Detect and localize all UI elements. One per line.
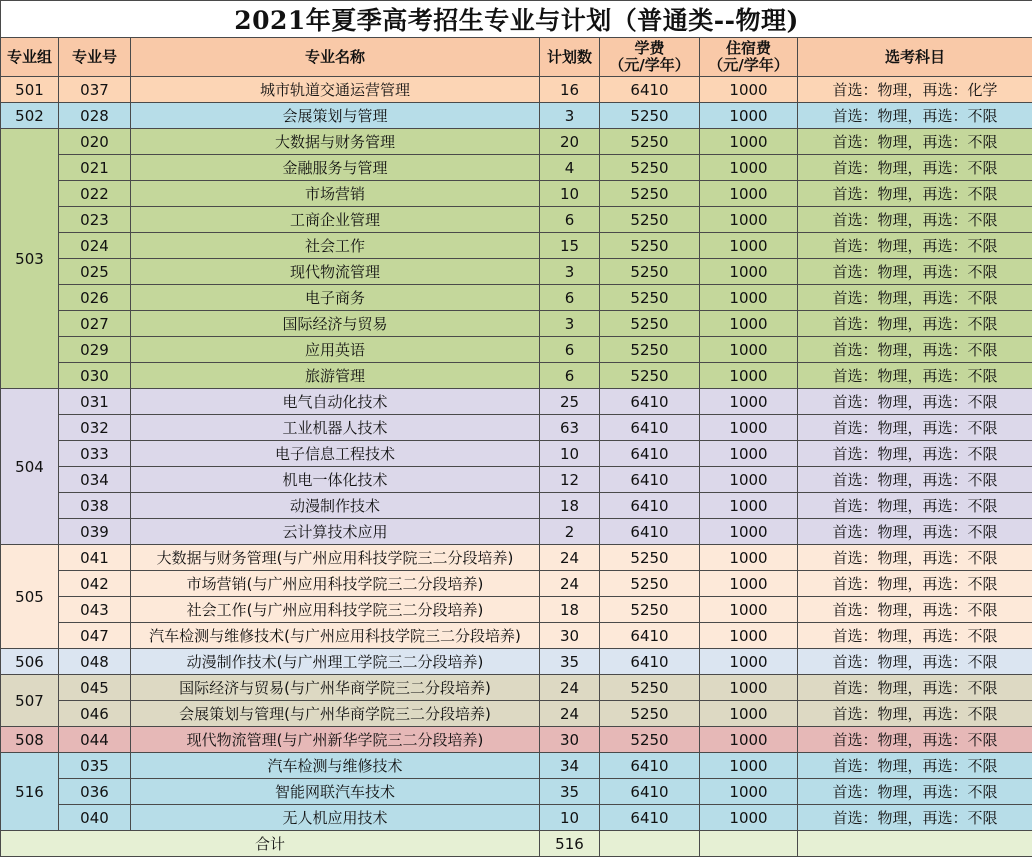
major-name-cell: 云计算技术应用 [131, 519, 540, 545]
table-row [1, 181, 1032, 207]
header-dorm [700, 38, 798, 77]
major-code-cell: 027 [59, 311, 131, 337]
major-name-cell: 大数据与财务管理(与广州应用科技学院三二分段培养) [131, 545, 540, 571]
dorm-fee-cell: 1000 [700, 363, 798, 389]
major-code-cell: 040 [59, 805, 131, 831]
tuition-cell: 6410 [600, 77, 700, 103]
major-name-cell: 旅游管理 [131, 363, 540, 389]
major-name-cell: 智能网联汽车技术 [131, 779, 540, 805]
tuition-cell: 6410 [600, 389, 700, 415]
major-name-cell: 电子商务 [131, 285, 540, 311]
dorm-fee-cell: 1000 [700, 623, 798, 649]
major-name-cell: 汽车检测与维修技术(与广州应用科技学院三二分段培养) [131, 623, 540, 649]
table-row [1, 233, 1032, 259]
major-name-cell: 电子信息工程技术 [131, 441, 540, 467]
group-id-cell: 507 [1, 675, 59, 727]
table-body [1, 77, 1032, 831]
table-row [1, 545, 1032, 571]
major-code-cell: 045 [59, 675, 131, 701]
plan-count-cell: 10 [540, 805, 600, 831]
tuition-cell: 5250 [600, 363, 700, 389]
tuition-cell: 5250 [600, 571, 700, 597]
subjects-cell: 首选：物理，再选：不限 [798, 233, 1032, 259]
group-id-cell: 502 [1, 103, 59, 129]
dorm-fee-cell: 1000 [700, 207, 798, 233]
subjects-cell: 首选：物理，再选：不限 [798, 467, 1032, 493]
major-name-cell: 无人机应用技术 [131, 805, 540, 831]
subjects-cell: 首选：物理，再选：不限 [798, 415, 1032, 441]
table-row [1, 103, 1032, 129]
plan-count-cell: 6 [540, 337, 600, 363]
plan-count-cell: 3 [540, 259, 600, 285]
major-code-cell: 021 [59, 155, 131, 181]
dorm-fee-cell: 1000 [700, 389, 798, 415]
header-plan: 计划数 [540, 38, 600, 77]
total-empty-cell [700, 831, 798, 857]
major-code-cell: 037 [59, 77, 131, 103]
tuition-cell: 6410 [600, 805, 700, 831]
tuition-cell: 6410 [600, 415, 700, 441]
dorm-fee-cell: 1000 [700, 727, 798, 753]
table-row [1, 467, 1032, 493]
plan-count-cell: 18 [540, 493, 600, 519]
subjects-cell: 首选：物理，再选：不限 [798, 311, 1032, 337]
dorm-fee-cell: 1000 [700, 805, 798, 831]
plan-count-cell: 10 [540, 181, 600, 207]
table-row [1, 571, 1032, 597]
major-code-cell: 039 [59, 519, 131, 545]
tuition-cell: 5250 [600, 155, 700, 181]
plan-count-cell: 3 [540, 311, 600, 337]
major-code-cell: 041 [59, 545, 131, 571]
plan-count-cell: 6 [540, 207, 600, 233]
dorm-fee-cell: 1000 [700, 77, 798, 103]
dorm-fee-cell: 1000 [700, 779, 798, 805]
tuition-cell: 5250 [600, 129, 700, 155]
subjects-cell: 首选：物理，再选：不限 [798, 519, 1032, 545]
table-row [1, 389, 1032, 415]
subjects-cell: 首选：物理，再选：化学 [798, 77, 1032, 103]
major-name-cell: 大数据与财务管理 [131, 129, 540, 155]
group-id-cell: 504 [1, 389, 59, 545]
dorm-fee-cell: 1000 [700, 701, 798, 727]
subjects-cell: 首选：物理，再选：不限 [798, 753, 1032, 779]
subjects-cell: 首选：物理，再选：不限 [798, 285, 1032, 311]
dorm-fee-cell: 1000 [700, 441, 798, 467]
dorm-fee-cell: 1000 [700, 311, 798, 337]
plan-count-cell: 24 [540, 675, 600, 701]
major-code-cell: 026 [59, 285, 131, 311]
major-name-cell: 会展策划与管理(与广州华商学院三二分段培养) [131, 701, 540, 727]
major-code-cell: 024 [59, 233, 131, 259]
major-name-cell: 动漫制作技术 [131, 493, 540, 519]
major-name-cell: 汽车检测与维修技术 [131, 753, 540, 779]
tuition-cell: 5250 [600, 727, 700, 753]
major-name-cell: 现代物流管理(与广州新华学院三二分段培养) [131, 727, 540, 753]
total-empty-cell [798, 831, 1032, 857]
header-tuition-line2: （元/学年） [609, 56, 690, 74]
dorm-fee-cell: 1000 [700, 259, 798, 285]
major-name-cell: 市场营销(与广州应用科技学院三二分段培养) [131, 571, 540, 597]
dorm-fee-cell: 1000 [700, 545, 798, 571]
major-name-cell: 机电一体化技术 [131, 467, 540, 493]
dorm-fee-cell: 1000 [700, 597, 798, 623]
major-code-cell: 033 [59, 441, 131, 467]
plan-count-cell: 24 [540, 701, 600, 727]
header-tuition-line1: 学费 [634, 39, 665, 57]
table-row [1, 311, 1032, 337]
plan-count-cell: 20 [540, 129, 600, 155]
header-dorm-line1: 住宿费 [725, 39, 771, 57]
tuition-cell: 5250 [600, 311, 700, 337]
major-code-cell: 031 [59, 389, 131, 415]
table-row [1, 597, 1032, 623]
major-name-cell: 电气自动化技术 [131, 389, 540, 415]
major-code-cell: 028 [59, 103, 131, 129]
table-row [1, 805, 1032, 831]
major-name-cell: 会展策划与管理 [131, 103, 540, 129]
subjects-cell: 首选：物理，再选：不限 [798, 597, 1032, 623]
plan-count-cell: 35 [540, 649, 600, 675]
header-row [1, 38, 1032, 77]
total-label: 合计 [1, 831, 540, 857]
group-id-cell: 516 [1, 753, 59, 831]
group-id-cell: 503 [1, 129, 59, 389]
major-code-cell: 035 [59, 753, 131, 779]
major-name-cell: 城市轨道交通运营管理 [131, 77, 540, 103]
table-row [1, 415, 1032, 441]
table-row [1, 623, 1032, 649]
dorm-fee-cell: 1000 [700, 519, 798, 545]
subjects-cell: 首选：物理，再选：不限 [798, 805, 1032, 831]
tuition-cell: 5250 [600, 103, 700, 129]
dorm-fee-cell: 1000 [700, 285, 798, 311]
group-id-cell: 505 [1, 545, 59, 649]
major-code-cell: 036 [59, 779, 131, 805]
group-id-cell: 506 [1, 649, 59, 675]
total-plan: 516 [540, 831, 600, 857]
tuition-cell: 5250 [600, 207, 700, 233]
plan-count-cell: 24 [540, 545, 600, 571]
table-row [1, 701, 1032, 727]
subjects-cell: 首选：物理，再选：不限 [798, 623, 1032, 649]
major-code-cell: 025 [59, 259, 131, 285]
table-row [1, 259, 1032, 285]
major-code-cell: 034 [59, 467, 131, 493]
plan-count-cell: 24 [540, 571, 600, 597]
major-name-cell: 社会工作 [131, 233, 540, 259]
major-name-cell: 工业机器人技术 [131, 415, 540, 441]
dorm-fee-cell: 1000 [700, 571, 798, 597]
plan-count-cell: 4 [540, 155, 600, 181]
plan-count-cell: 35 [540, 779, 600, 805]
tuition-cell: 5250 [600, 597, 700, 623]
subjects-cell: 首选：物理，再选：不限 [798, 727, 1032, 753]
total-empty-cell [600, 831, 700, 857]
dorm-fee-cell: 1000 [700, 181, 798, 207]
dorm-fee-cell: 1000 [700, 233, 798, 259]
table-row [1, 337, 1032, 363]
plan-count-cell: 12 [540, 467, 600, 493]
plan-count-cell: 34 [540, 753, 600, 779]
subjects-cell: 首选：物理，再选：不限 [798, 363, 1032, 389]
subjects-cell: 首选：物理，再选：不限 [798, 675, 1032, 701]
plan-count-cell: 16 [540, 77, 600, 103]
dorm-fee-cell: 1000 [700, 753, 798, 779]
plan-count-cell: 30 [540, 623, 600, 649]
subjects-cell: 首选：物理，再选：不限 [798, 571, 1032, 597]
group-id-cell: 501 [1, 77, 59, 103]
table-row [1, 753, 1032, 779]
tuition-cell: 5250 [600, 181, 700, 207]
dorm-fee-cell: 1000 [700, 155, 798, 181]
header-subjects: 选考科目 [798, 38, 1032, 77]
page-title: 2021年夏季高考招生专业与计划（普通类--物理) [1, 1, 1032, 38]
major-code-cell: 043 [59, 597, 131, 623]
tuition-cell: 6410 [600, 493, 700, 519]
table-row [1, 207, 1032, 233]
major-code-cell: 020 [59, 129, 131, 155]
tuition-cell: 6410 [600, 623, 700, 649]
tuition-cell: 6410 [600, 649, 700, 675]
table-row [1, 727, 1032, 753]
tuition-cell: 5250 [600, 233, 700, 259]
table-row [1, 493, 1032, 519]
tuition-cell: 6410 [600, 467, 700, 493]
dorm-fee-cell: 1000 [700, 337, 798, 363]
tuition-cell: 5250 [600, 259, 700, 285]
table-row [1, 675, 1032, 701]
table-row [1, 285, 1032, 311]
subjects-cell: 首选：物理，再选：不限 [798, 207, 1032, 233]
group-id-cell: 508 [1, 727, 59, 753]
tuition-cell: 5250 [600, 701, 700, 727]
table-row [1, 779, 1032, 805]
major-name-cell: 国际经济与贸易 [131, 311, 540, 337]
major-code-cell: 042 [59, 571, 131, 597]
subjects-cell: 首选：物理，再选：不限 [798, 129, 1032, 155]
plan-count-cell: 63 [540, 415, 600, 441]
plan-count-cell: 30 [540, 727, 600, 753]
total-row [1, 831, 1032, 857]
major-name-cell: 应用英语 [131, 337, 540, 363]
major-code-cell: 044 [59, 727, 131, 753]
subjects-cell: 首选：物理，再选：不限 [798, 103, 1032, 129]
major-code-cell: 046 [59, 701, 131, 727]
header-name: 专业名称 [131, 38, 540, 77]
subjects-cell: 首选：物理，再选：不限 [798, 701, 1032, 727]
major-name-cell: 动漫制作技术(与广州理工学院三二分段培养) [131, 649, 540, 675]
table-row [1, 649, 1032, 675]
subjects-cell: 首选：物理，再选：不限 [798, 493, 1032, 519]
tuition-cell: 6410 [600, 519, 700, 545]
tuition-cell: 5250 [600, 337, 700, 363]
major-code-cell: 038 [59, 493, 131, 519]
subjects-cell: 首选：物理，再选：不限 [798, 389, 1032, 415]
header-tuition [600, 38, 700, 77]
tuition-cell: 6410 [600, 753, 700, 779]
table-row [1, 441, 1032, 467]
dorm-fee-cell: 1000 [700, 675, 798, 701]
subjects-cell: 首选：物理，再选：不限 [798, 649, 1032, 675]
header-code: 专业号 [59, 38, 131, 77]
dorm-fee-cell: 1000 [700, 649, 798, 675]
header-dorm-line2: （元/学年） [708, 56, 789, 74]
tuition-cell: 5250 [600, 675, 700, 701]
plan-count-cell: 10 [540, 441, 600, 467]
plan-count-cell: 2 [540, 519, 600, 545]
major-code-cell: 029 [59, 337, 131, 363]
major-name-cell: 社会工作(与广州应用科技学院三二分段培养) [131, 597, 540, 623]
table-row [1, 129, 1032, 155]
subjects-cell: 首选：物理，再选：不限 [798, 259, 1032, 285]
dorm-fee-cell: 1000 [700, 415, 798, 441]
header-group: 专业组 [1, 38, 59, 77]
plan-count-cell: 18 [540, 597, 600, 623]
subjects-cell: 首选：物理，再选：不限 [798, 337, 1032, 363]
subjects-cell: 首选：物理，再选：不限 [798, 441, 1032, 467]
major-name-cell: 工商企业管理 [131, 207, 540, 233]
major-code-cell: 047 [59, 623, 131, 649]
tuition-cell: 5250 [600, 285, 700, 311]
major-name-cell: 国际经济与贸易(与广州华商学院三二分段培养) [131, 675, 540, 701]
major-code-cell: 048 [59, 649, 131, 675]
subjects-cell: 首选：物理，再选：不限 [798, 779, 1032, 805]
tuition-cell: 5250 [600, 545, 700, 571]
subjects-cell: 首选：物理，再选：不限 [798, 181, 1032, 207]
subjects-cell: 首选：物理，再选：不限 [798, 155, 1032, 181]
major-code-cell: 023 [59, 207, 131, 233]
dorm-fee-cell: 1000 [700, 467, 798, 493]
major-code-cell: 032 [59, 415, 131, 441]
plan-count-cell: 6 [540, 363, 600, 389]
plan-count-cell: 25 [540, 389, 600, 415]
plan-count-cell: 15 [540, 233, 600, 259]
dorm-fee-cell: 1000 [700, 129, 798, 155]
tuition-cell: 6410 [600, 779, 700, 805]
table-row [1, 363, 1032, 389]
major-code-cell: 030 [59, 363, 131, 389]
major-name-cell: 金融服务与管理 [131, 155, 540, 181]
table-row [1, 77, 1032, 103]
subjects-cell: 首选：物理，再选：不限 [798, 545, 1032, 571]
table-row [1, 155, 1032, 181]
dorm-fee-cell: 1000 [700, 493, 798, 519]
tuition-cell: 6410 [600, 441, 700, 467]
major-code-cell: 022 [59, 181, 131, 207]
plan-count-cell: 6 [540, 285, 600, 311]
major-name-cell: 现代物流管理 [131, 259, 540, 285]
dorm-fee-cell: 1000 [700, 103, 798, 129]
plan-count-cell: 3 [540, 103, 600, 129]
table-row [1, 519, 1032, 545]
major-name-cell: 市场营销 [131, 181, 540, 207]
